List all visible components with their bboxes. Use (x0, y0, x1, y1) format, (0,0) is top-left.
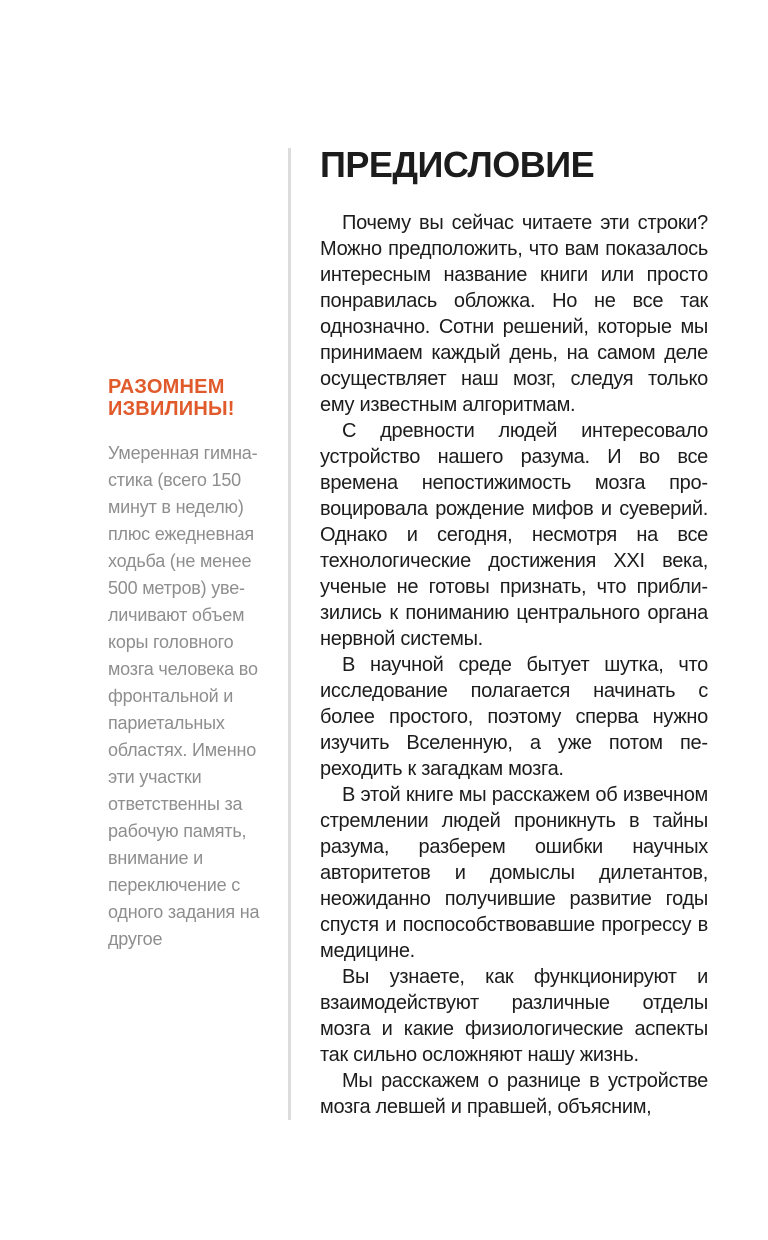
column-divider (288, 148, 291, 1120)
body-paragraph: С древности людей интересовало устройство нашего разума. И во все времена непостижимость мозга провоцировала рождение мифов и суеверий. Однако и сегодня, несмотря на все технологические достижения XXI века, ученые не готовы признать, что приблизились к пониманию центрального органа нервной системы. (320, 420, 708, 650)
margin-note (108, 376, 270, 953)
body-paragraph: В этой книге мы расскажем об извечном стремлении людей проникнуть в тайны разума, разберем ошибки научных авторитетов и домыслы дилетантов, неожиданно получившие развитие годы спустя и поспособствовавшие прогрессу в медицине. (320, 784, 708, 962)
body-paragraph: Почему вы сейчас читаете эти строки? Можно предположить, что вам показалось интересным название книги или просто понравилась обложка. Но не все так однозначно. Сотни решений, которые мы принимаем каждый день, на самом деле осуществляет наш мозг, следуя только ему известным алгоритмам. (320, 212, 708, 416)
margin-note-heading: РАЗОМНЕМ ИЗВИЛИНЫ! (108, 376, 235, 420)
body-paragraph: В научной среде бытует шутка, что исследование полагается начинать с более простого, поэтому сперва нужно изучить Вселенную, а уже потом переходить к загадкам мозга. (320, 654, 708, 780)
body-paragraph: Вы узнаете, как функционируют и взаимодействуют различные отделы мозга и какие физиологические аспекты так сильно осложняют нашу жизнь. (320, 966, 708, 1066)
body-paragraph: Мы расскажем о разнице в устройстве мозга левшей и правшей, объясним, (320, 1070, 708, 1118)
page-title: ПРЕДИСЛОВИЕ (320, 144, 595, 185)
margin-note-text: Умеренная гимнастика (всего 150 минут в неделю) плюс ежедневная ходьба (не менее 500 метров) увеличивают объем коры головного мозга человека во фронтальной и париетальных областях. Именно эти участки ответственны за рабочую память, внимание и переключение с одного задания на другое (108, 443, 260, 949)
main-column (320, 146, 708, 1120)
